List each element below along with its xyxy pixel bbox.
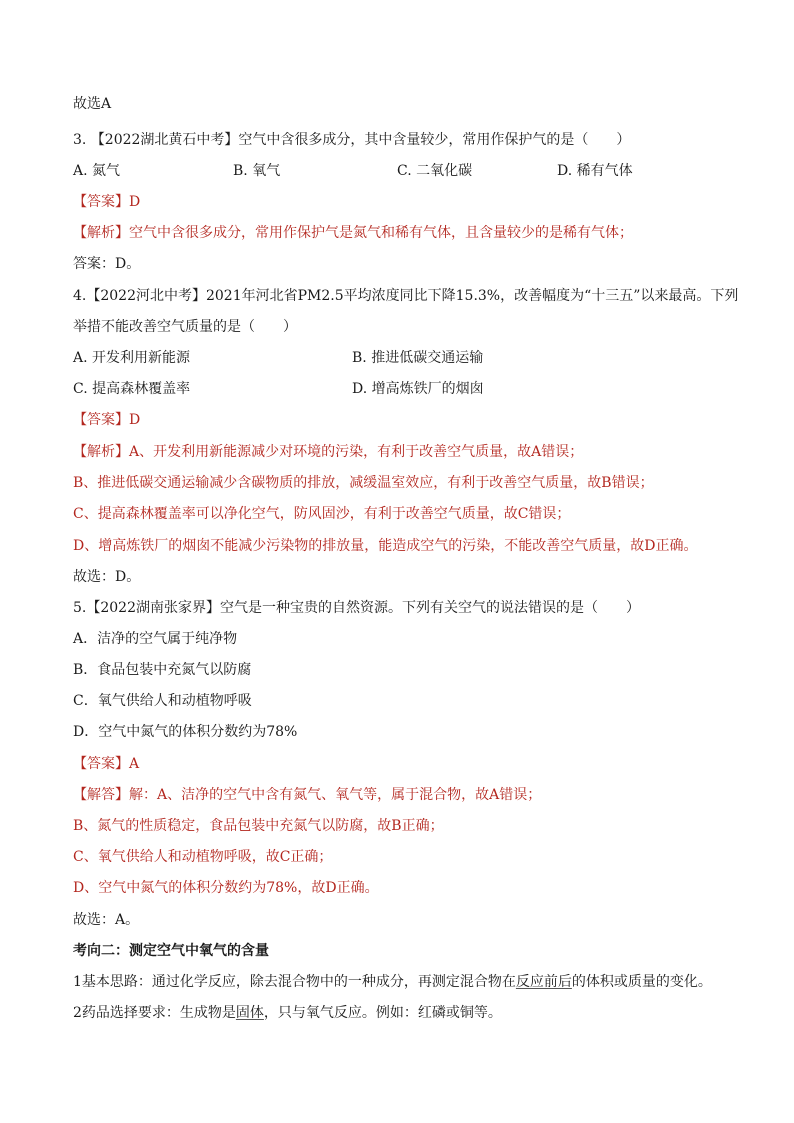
q3-stem: 3. 【2022湖北黄石中考】空气中含很多成分，其中含量较少，常用作保护气的是（ ） [73,132,631,148]
answer-value: D [129,412,141,428]
q5-stem: 5.【2022湖南张家界】空气是一种宝贵的自然资源。下列有关空气的说法错误的是（ ） [73,600,640,616]
q3-option-a: A. 氮气 [73,163,121,179]
section-paragraph-2 [73,1003,502,1023]
answer-value: D [129,194,141,210]
section-paragraph-1 [73,972,712,992]
p2-text-b: ，只与氧气反应。例如：红磷或铜等。 [263,1005,502,1021]
answer-tag: 【答案】 [73,412,129,428]
q5-final: 故选：A。 [73,912,140,928]
q3-answer [73,192,140,212]
analysis-text: 空气中含很多成分，常用作保护气是氮气和稀有气体，且含量较少的是稀有气体； [129,225,633,241]
analysis-tag: 【解析】 [73,225,129,241]
q4-option-d: D. 增高炼铁厂的烟囱 [352,381,484,397]
q5-analysis-line-a [73,785,541,805]
answer-tag: 【答案】 [73,194,129,210]
p1-text-b: 的体积或质量的变化。 [571,974,712,990]
p1-text-a: 1基本思路：通过化学反应，除去混合物中的一种成分，再测定混合物在 [73,974,516,990]
q4-final: 故选：D。 [73,569,141,585]
q3-option-d: D. 稀有气体 [557,163,633,179]
q5-option-d: D．空气中氮气的体积分数约为78% [73,724,298,740]
analysis-tag: 【解答】 [73,787,129,803]
prev-answer-choice: 故选A [73,96,112,112]
p2-text-a: 2药品选择要求：生成物是 [73,1005,236,1021]
analysis-text: 解：A、洁净的空气中含有氮气、氧气等，属于混合物，故A错误； [129,787,542,803]
answer-tag: 【答案】 [73,756,129,772]
q4-stem-line1: 4.【2022河北中考】2021年河北省PM2.5平均浓度同比下降15.3%，改善幅度为“十三五”以来最高。下列 [73,288,739,304]
q4-analysis-line-d: D、增高炼铁厂的烟囱不能减少污染物的排放量，能造成空气的污染，不能改善空气质量，故D正确。 [73,538,698,554]
analysis-text: A、开发利用新能源减少对环境的污染，有利于改善空气质量，故A错误； [129,444,584,460]
q4-analysis-line-a [73,442,583,462]
q5-answer [73,754,139,774]
p1-underlined: 反应前后 [515,974,572,990]
analysis-tag: 【解析】 [73,444,129,460]
q5-analysis-line-d: D、空气中氮气的体积分数约为78%，故D正确。 [73,880,379,896]
q5-option-c: C．氧气供给人和动植物呼吸 [73,693,252,709]
q3-option-b: B. 氧气 [233,163,281,179]
q5-option-a: A．洁净的空气属于纯净物 [73,631,238,647]
q4-answer [73,410,140,430]
q4-option-c: C. 提高森林覆盖率 [73,381,191,397]
q4-option-b: B. 推进低碳交通运输 [352,350,484,366]
section-title: 考向二：测定空气中氧气的含量 [73,943,269,959]
q3-option-c: C. 二氧化碳 [397,163,473,179]
answer-value: A [129,756,140,772]
q5-analysis-line-c: C、氧气供给人和动植物呼吸，故C正确； [73,849,333,865]
q4-option-a: A. 开发利用新能源 [73,350,191,366]
q5-option-b: B．食品包装中充氮气以防腐 [73,662,252,678]
q4-stem-line2: 举措不能改善空气质量的是（ ） [73,319,297,335]
q4-analysis-line-c: C、提高森林覆盖率可以净化空气，防风固沙，有利于改善空气质量，故C错误； [73,506,571,522]
q4-analysis-line-b: B、推进低碳交通运输减少含碳物质的排放，减缓温室效应，有利于改善空气质量，故B错误； [73,475,654,491]
q3-final: 答案：D。 [73,256,141,272]
p2-underlined: 固体 [235,1005,264,1021]
q3-analysis [73,223,633,243]
q5-analysis-line-b: B、氮气的性质稳定，食品包装中充氮气以防腐，故B正确； [73,818,444,834]
